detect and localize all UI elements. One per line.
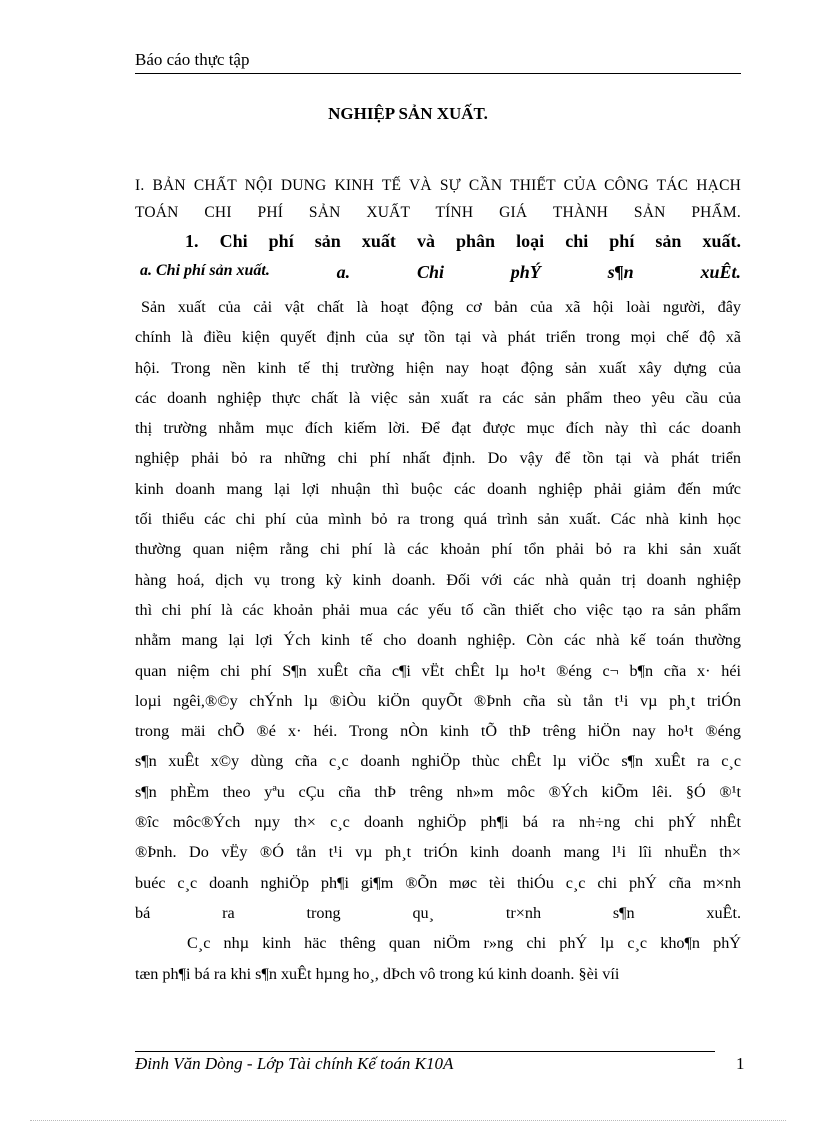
body-line: thị trường nhằm mục đích kiếm lời. Để đạt được mục đích này thì các doanh <box>135 419 741 438</box>
body-line: tối thiểu các chi phí của mình bỏ ra trong quá trình sản xuất. Các nhà kinh học <box>135 510 741 529</box>
section-heading-line-1: I. BẢN CHẤT NỘI DUNG KINH TẾ VÀ SỰ CẦN THIẾT CỦA CÔNG TÁC HẠCH <box>135 177 741 194</box>
body-line: hội. Trong nền kinh tế thị trường hiện nay hoạt động sản xuất xây dựng của <box>135 358 741 377</box>
subheading-2-part: Chi <box>416 262 444 282</box>
body-line: trong mäi chÕ ®é x· héi. Trong nÒn kinh tÕ thÞ trêng hiÖn nay ho¹t ®éng <box>135 722 741 741</box>
subheading-2 <box>140 262 741 283</box>
body-line: loµi ngêi,®©y chÝnh lµ ®iÒu kiÖn quyÕt ®Þnh cña sù tån t¹i vµ ph¸t triÓn <box>135 691 741 710</box>
body-line: kinh doanh mang lại lợi nhuận thì buộc các doanh nghiệp phải giảm đến mức <box>135 479 741 498</box>
body-line: hàng hoá, dịch vụ trong kỳ kinh doanh. Đối với các nhà quản trị doanh nghiệp <box>135 570 741 589</box>
subheading-2-part: a. <box>336 262 351 282</box>
body-line: ®îc môc®Ých nµy th× c¸c doanh nghiÖp ph¶i bá ra nh÷ng chi phÝ nhÊt <box>135 813 741 832</box>
page-header <box>135 50 741 74</box>
body-line: thường quan niệm rằng chi phí là các khoản phí tổn phải bỏ ra khi sản xuất <box>135 540 741 559</box>
document-title: NGHIỆP SẢN XUẤT. <box>328 104 488 123</box>
body-line: s¶n phÈm theo yªu cÇu cña thÞ trêng nh»m môc ®Ých kiÕm lêi. §Ó ®¹t <box>135 782 741 801</box>
body-line: C¸c nhµ kinh häc thêng quan niÖm r»ng chi phÝ lµ c¸c kho¶n phÝ <box>187 934 741 953</box>
body-line: s¶n xuÊt x©y dùng cña c¸c doanh nghiÖp thùc chÊt lµ viÖc s¶n xuÊt ra c¸c <box>135 752 741 771</box>
subheading-1: 1. Chi phí sản xuất và phân loại chi phí sản xuất. <box>185 231 741 251</box>
header-text: Báo cáo thực tập <box>135 50 250 69</box>
body-line: quan niệm chi phí S¶n xuÊt cña c¶i vËt chÊt lµ ho¹t ®éng c¬ b¶n cña x· héi <box>135 661 741 680</box>
body-line: Sản xuất của cải vật chất là hoạt động cơ bản của xã hội loài người, đây <box>141 298 741 316</box>
body-line: nhằm mang lại lợi Ých kinh tế cho doanh nghiệp. Còn các nhà kế toán thường <box>135 631 741 650</box>
body-line: tæn ph¶i bá ra khi s¶n xuÊt hµng ho¸, dÞch vô trong kú kinh doanh. §èi víi <box>135 964 620 983</box>
body-line: nghiệp phải bỏ ra những chi phí nhất định. Do vậy để tồn tại và phát triển <box>135 449 741 468</box>
body-line: chính là điều kiện quyết định của sự tồn tại và phát triển trong mọi chế độ xã <box>135 328 741 347</box>
body-line: bá ra trong qu¸ tr×nh s¶n xuÊt. <box>135 903 741 922</box>
subheading-2-part: a. Chi phí sản xuất. <box>140 262 270 279</box>
footer-divider <box>135 1051 715 1052</box>
subheading-2-part: s¶n <box>607 262 634 282</box>
body-text <box>135 292 741 989</box>
body-line: các doanh nghiệp thực chất là việc sản xuất ra các sản phẩm theo yêu cầu của <box>135 388 741 407</box>
subheading-2-part: phÝ <box>510 262 541 282</box>
body-line: ®Þnh. Do vËy ®Ó tån t¹i vµ ph¸t triÓn kinh doanh mang l¹i lîi nhuËn th× <box>135 843 741 862</box>
footer-author: Đinh Văn Dòng - Lớp Tài chính Kế toán K10A <box>135 1054 454 1073</box>
body-line: thì chi phí là các khoản phải mua các yếu tố cần thiết cho việc tạo ra sản phẩm <box>135 600 741 619</box>
page-break-divider <box>30 1120 786 1121</box>
section-heading-line-2: TOÁN CHI PHÍ SẢN XUẤT TÍNH GIÁ THÀNH SẢN PHẨM. <box>135 204 741 221</box>
body-line: buéc c¸c doanh nghiÖp ph¶i gi¶m ®Õn møc tèi thiÓu c¸c chi phÝ cña m×nh <box>135 873 741 892</box>
page-number: 1 <box>736 1054 745 1073</box>
subheading-2-part: xuÊt. <box>700 262 741 282</box>
